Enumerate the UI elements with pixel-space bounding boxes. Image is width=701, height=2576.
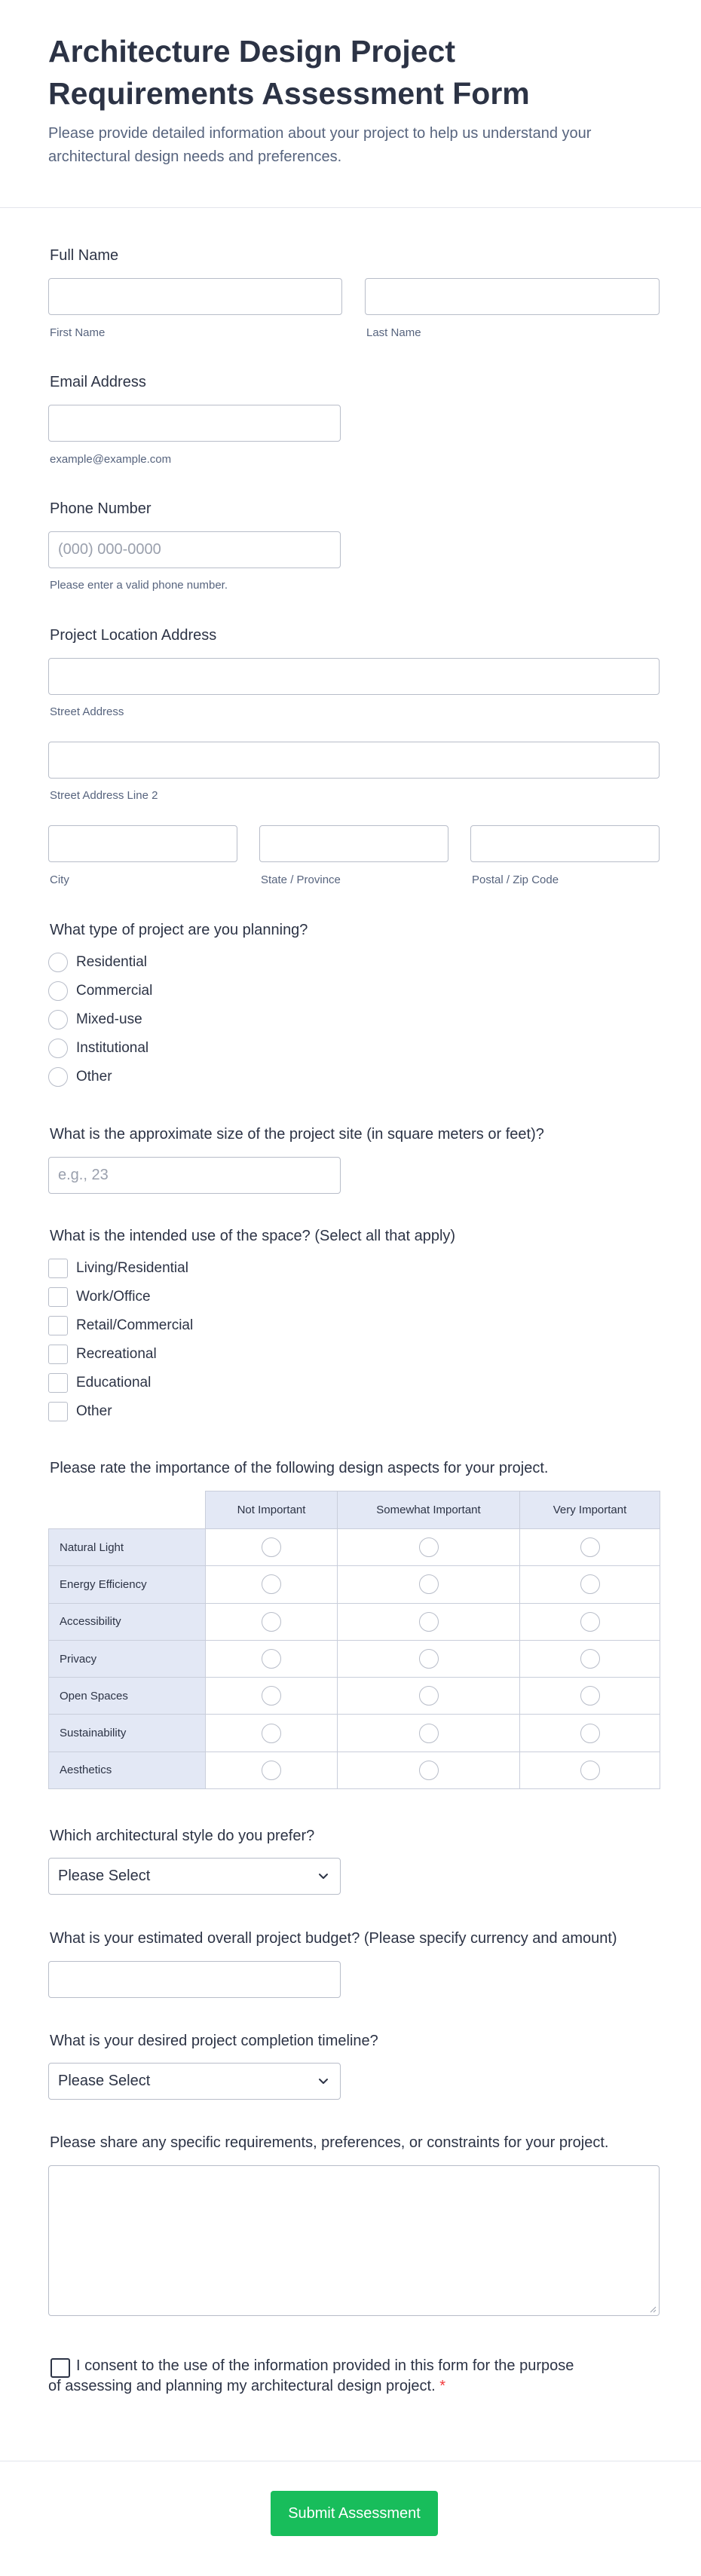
- intended-use-checkbox-educational[interactable]: [48, 1373, 68, 1393]
- style-label: Which architectural style do you prefer?: [50, 1828, 315, 1844]
- intended-use-checkbox-work[interactable]: [48, 1287, 68, 1307]
- project-type-option-label: Other: [76, 1069, 112, 1085]
- matrix-row: [49, 1529, 660, 1566]
- project-type-radio-mixed-use[interactable]: [48, 1010, 68, 1029]
- street-address-sublabel: Street Address: [50, 705, 124, 718]
- site-size-placeholder: e.g., 23: [58, 1167, 109, 1183]
- matrix-radio[interactable]: [580, 1574, 600, 1594]
- matrix-radio[interactable]: [262, 1537, 281, 1557]
- matrix-row: [49, 1566, 660, 1603]
- phone-sublabel: Please enter a valid phone number.: [50, 579, 228, 592]
- matrix-radio[interactable]: [419, 1761, 439, 1780]
- matrix-row-label: Open Spaces: [49, 1678, 206, 1715]
- project-type-radio-commercial[interactable]: [48, 981, 68, 1001]
- budget-input[interactable]: [48, 1961, 341, 1998]
- matrix-row-label: Natural Light: [49, 1529, 206, 1566]
- submit-button[interactable]: Submit Assessment: [271, 2491, 438, 2536]
- matrix-radio[interactable]: [580, 1724, 600, 1743]
- matrix-radio[interactable]: [580, 1537, 600, 1557]
- phone-input[interactable]: [48, 531, 341, 568]
- intended-use-checkbox-recreational[interactable]: [48, 1345, 68, 1364]
- intended-use-option-label: Retail/Commercial: [76, 1317, 194, 1333]
- matrix-column-header: Very Important: [520, 1491, 660, 1529]
- timeline-select-value: Please Select: [58, 2073, 151, 2089]
- full-name-label: Full Name: [50, 247, 119, 264]
- page-subtitle: Please provide detailed information about your project to help us understand your architectural design needs and preferences.: [48, 125, 592, 165]
- matrix-radio[interactable]: [419, 1649, 439, 1669]
- matrix-radio[interactable]: [580, 1761, 600, 1780]
- matrix-corner: [49, 1491, 206, 1529]
- matrix-row: [49, 1603, 660, 1640]
- intended-use-label: What is the intended use of the space? (Select all that apply): [50, 1228, 456, 1244]
- requirements-textarea[interactable]: [48, 2165, 660, 2316]
- page-title: Architecture Design Project Requirements Assessment Form: [48, 34, 530, 111]
- matrix-row-label: Energy Efficiency: [49, 1566, 206, 1603]
- matrix-radio[interactable]: [262, 1612, 281, 1632]
- intended-use-checkbox-retail[interactable]: [48, 1316, 68, 1335]
- intended-use-checkbox-other[interactable]: [48, 1402, 68, 1421]
- importance-matrix: [48, 1491, 660, 1789]
- state-sublabel: State / Province: [261, 873, 341, 886]
- matrix-row-label: Accessibility: [49, 1603, 206, 1640]
- matrix-radio[interactable]: [419, 1612, 439, 1632]
- matrix-radio[interactable]: [580, 1612, 600, 1632]
- city-input[interactable]: [48, 825, 237, 862]
- matrix-column-header: Not Important: [206, 1491, 338, 1529]
- email-sublabel: example@example.com: [50, 453, 172, 466]
- state-input[interactable]: [259, 825, 448, 862]
- matrix-radio[interactable]: [262, 1649, 281, 1669]
- last-name-sublabel: Last Name: [366, 326, 421, 339]
- consent-label: [48, 2356, 576, 2397]
- project-type-option-label: Commercial: [76, 983, 153, 999]
- matrix-radio[interactable]: [419, 1537, 439, 1557]
- project-type-radio-other[interactable]: [48, 1067, 68, 1087]
- matrix-radio[interactable]: [419, 1574, 439, 1594]
- matrix-radio[interactable]: [262, 1686, 281, 1706]
- street-address-line2-input[interactable]: [48, 742, 660, 779]
- intended-use-option-label: Living/Residential: [76, 1260, 188, 1276]
- intended-use-checkbox-living[interactable]: [48, 1259, 68, 1278]
- matrix-radio[interactable]: [580, 1686, 600, 1706]
- header-divider: [0, 207, 701, 208]
- chevron-down-icon: [317, 2075, 329, 2087]
- project-type-option-label: Mixed-use: [76, 1011, 142, 1027]
- matrix-radio[interactable]: [262, 1761, 281, 1780]
- matrix-row-label: Sustainability: [49, 1715, 206, 1751]
- last-name-input[interactable]: [365, 278, 660, 315]
- resize-grip-icon[interactable]: [649, 2305, 657, 2313]
- intended-use-option-label: Other: [76, 1403, 112, 1419]
- style-select-value: Please Select: [58, 1868, 151, 1884]
- zip-input[interactable]: [470, 825, 660, 862]
- matrix-row: [49, 1751, 660, 1788]
- timeline-select[interactable]: [48, 2063, 341, 2100]
- matrix-radio[interactable]: [262, 1574, 281, 1594]
- intended-use-option-label: Educational: [76, 1375, 152, 1390]
- project-type-label: What type of project are you planning?: [50, 922, 308, 938]
- address-label: Project Location Address: [50, 627, 217, 644]
- chevron-down-icon: [317, 1870, 329, 1882]
- matrix-row-label: Aesthetics: [49, 1751, 206, 1788]
- matrix-radio[interactable]: [419, 1724, 439, 1743]
- intended-use-option-label: Recreational: [76, 1346, 157, 1362]
- matrix-radio[interactable]: [262, 1724, 281, 1743]
- phone-placeholder: (000) 000-0000: [58, 541, 161, 558]
- style-select[interactable]: [48, 1858, 341, 1895]
- importance-label: Please rate the importance of the following design aspects for your project.: [50, 1460, 549, 1476]
- matrix-row: [49, 1715, 660, 1751]
- city-sublabel: City: [50, 873, 69, 886]
- site-size-label: What is the approximate size of the project site (in square meters or feet)?: [50, 1126, 544, 1143]
- email-label: Email Address: [50, 374, 146, 390]
- zip-sublabel: Postal / Zip Code: [472, 873, 559, 886]
- matrix-row: [49, 1678, 660, 1715]
- project-type-radio-institutional[interactable]: [48, 1039, 68, 1058]
- site-size-input[interactable]: [48, 1157, 341, 1194]
- matrix-row-label: Privacy: [49, 1640, 206, 1677]
- project-type-radio-residential[interactable]: [48, 953, 68, 972]
- email-input[interactable]: [48, 405, 341, 442]
- required-asterisk: *: [439, 2378, 445, 2394]
- matrix-column-header: Somewhat Important: [338, 1491, 520, 1529]
- first-name-sublabel: First Name: [50, 326, 106, 339]
- project-type-option-label: Institutional: [76, 1040, 149, 1056]
- street-address-input[interactable]: [48, 658, 660, 695]
- matrix-radio[interactable]: [419, 1686, 439, 1706]
- budget-label: What is your estimated overall project budget? (Please specify currency and amount): [50, 1930, 617, 1947]
- matrix-row: [49, 1640, 660, 1677]
- project-type-option-label: Residential: [76, 954, 147, 970]
- requirements-label: Please share any specific requirements, preferences, or constraints for your project.: [50, 2134, 609, 2151]
- intended-use-option-label: Work/Office: [76, 1289, 151, 1305]
- consent-text: I consent to the use of the information provided in this form for the purpose of assessing and planning my architectural design project.: [48, 2357, 574, 2394]
- phone-label: Phone Number: [50, 500, 152, 517]
- first-name-input[interactable]: [48, 278, 342, 315]
- street-address-line2-sublabel: Street Address Line 2: [50, 789, 158, 802]
- timeline-label: What is your desired project completion timeline?: [50, 2033, 378, 2049]
- matrix-radio[interactable]: [580, 1649, 600, 1669]
